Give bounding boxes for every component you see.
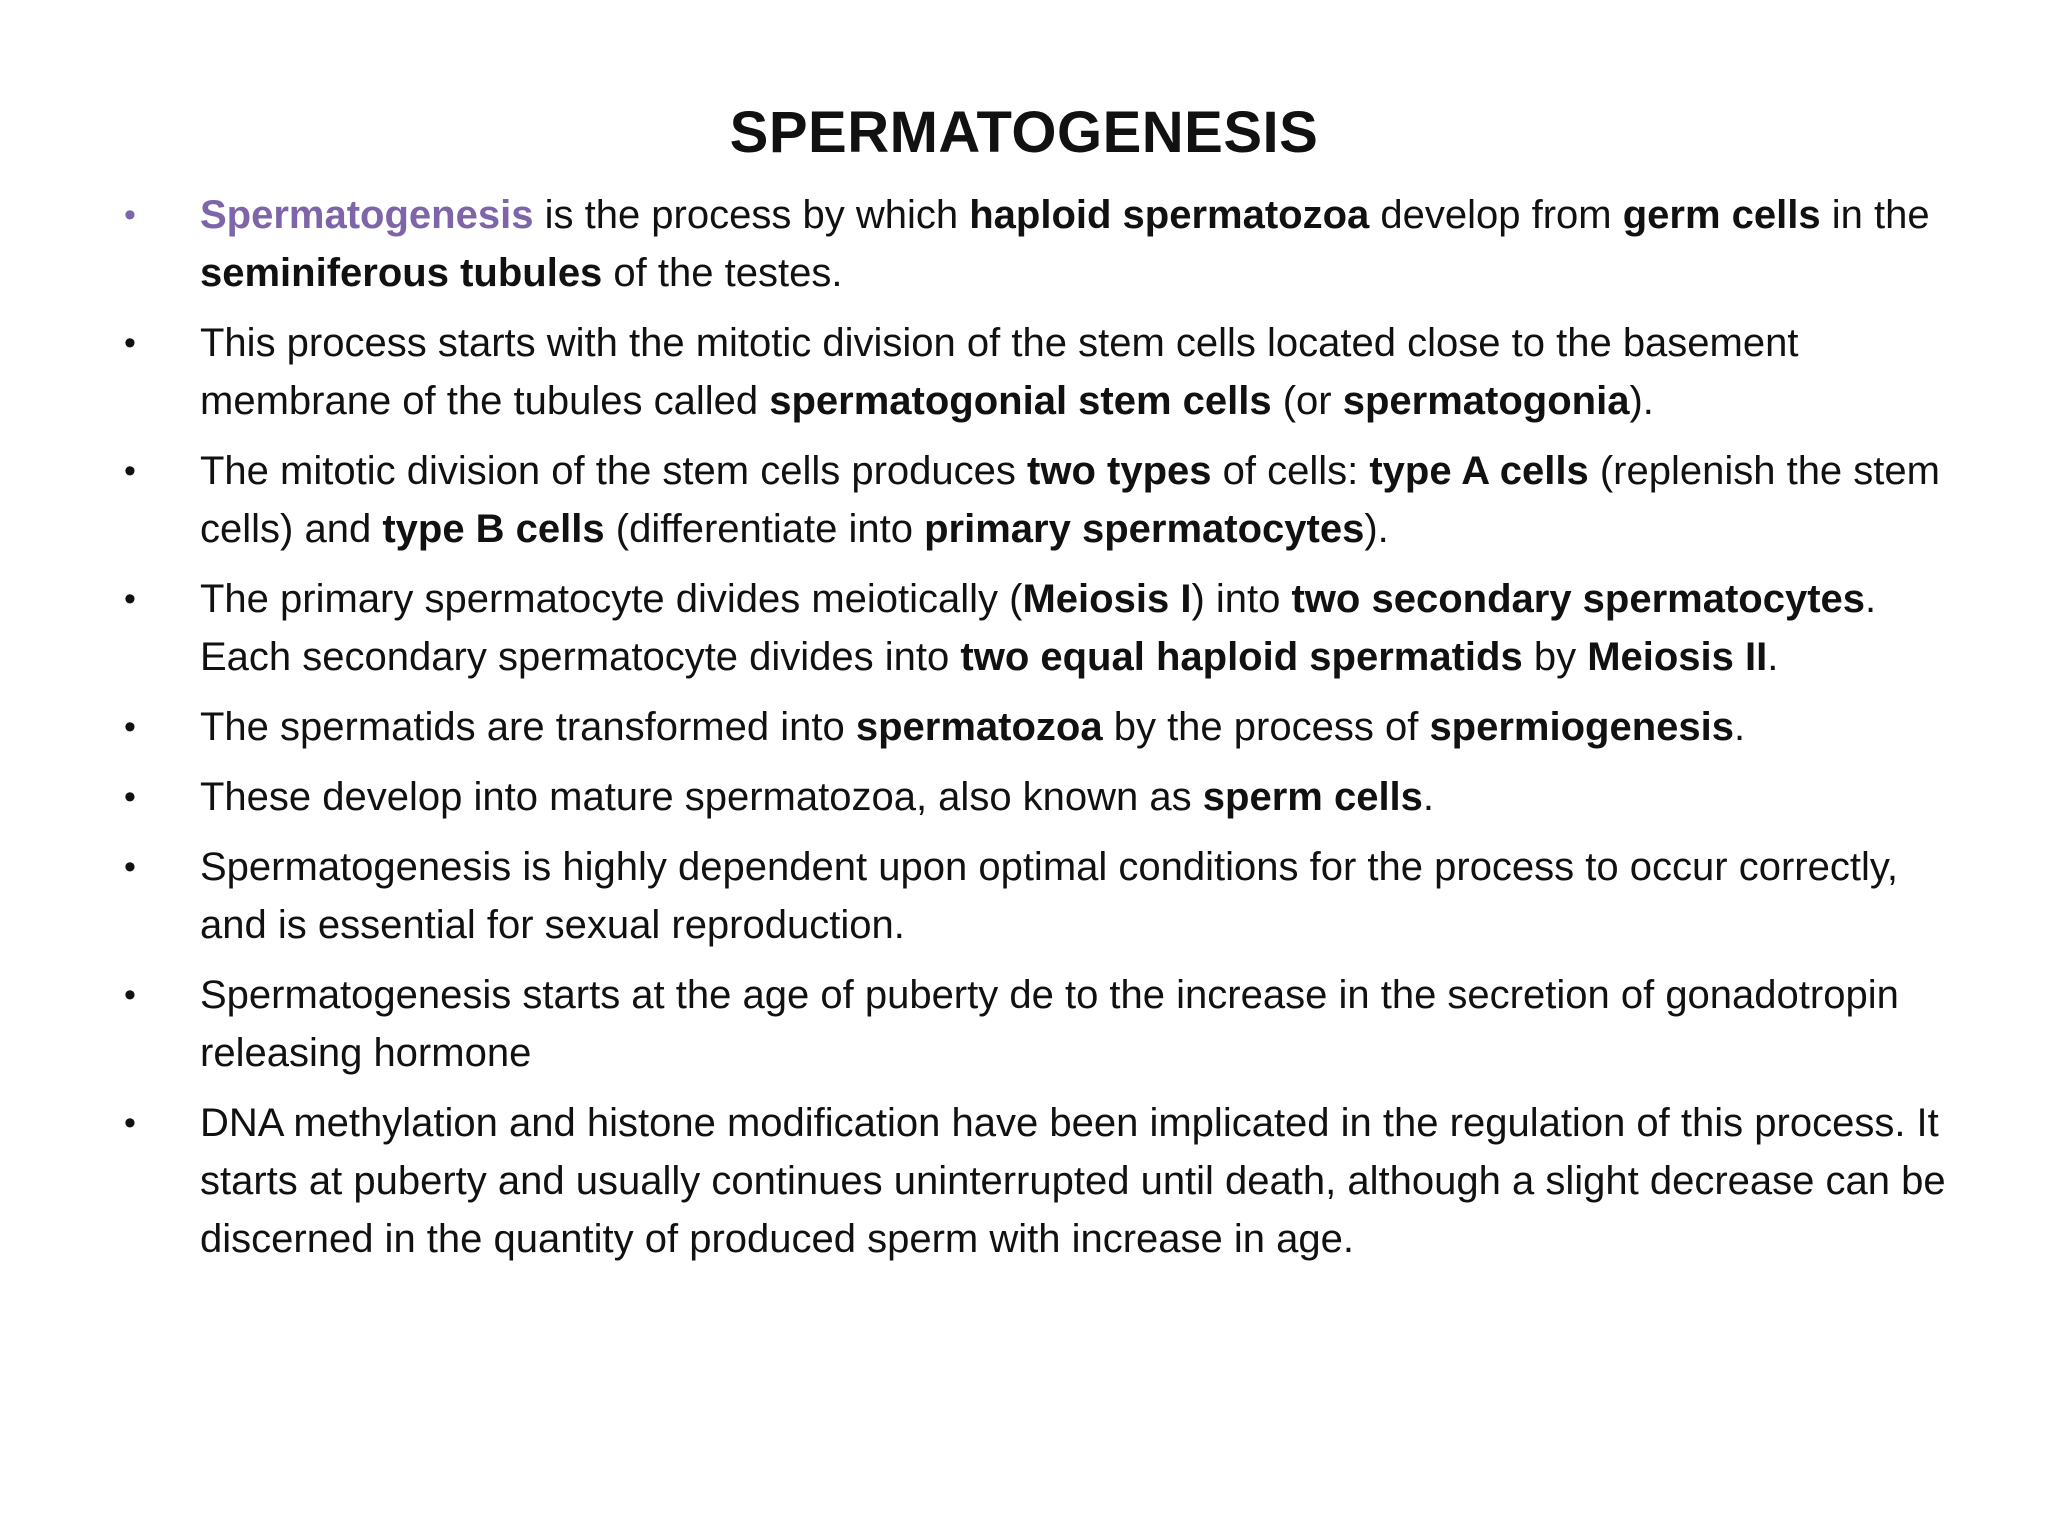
bullet-dot-icon: • [124,196,136,234]
bullet-1-segment-4: develop from [1369,193,1623,237]
bullet-4-segment-3: ) into [1191,577,1292,621]
bullet-3-segment-4: type A cells [1369,449,1589,493]
bullet-2-segment-5: ). [1629,379,1654,423]
bullet-5-segment-4: spermiogenesis [1429,705,1735,749]
bullet-item-9 [120,1094,1950,1268]
bullet-item-5 [120,698,1950,756]
bullet-3-segment-8: primary spermatocytes [924,507,1365,551]
bullet-7-segment-1: Spermatogenesis is highly dependent upon optimal conditions for the process to occur correctly, and is essential for sexual reproduction. [200,845,1898,947]
bullet-item-1 [120,186,1950,302]
bullet-1-segment-2: is the process by which [533,193,970,237]
bullet-6-segment-3: . [1422,775,1435,819]
bullet-4-segment-4: two secondary spermatocytes [1291,577,1866,621]
bullet-item-2 [120,314,1950,430]
bullet-6-segment-1: These develop into mature spermatozoa, also known as [200,775,1203,819]
bullet-item-3 [120,442,1950,558]
bullet-item-4 [120,570,1950,686]
bullet-4-segment-2: Meiosis I [1022,577,1192,621]
bullet-2-segment-3: (or [1271,379,1343,423]
bullet-dot-icon: • [124,452,136,490]
bullet-5-segment-2: spermatozoa [855,705,1103,749]
bullet-3-segment-5: (replenish the stem cells) and [200,449,1940,551]
bullet-3-segment-9: ). [1364,507,1389,551]
bullet-1-segment-7: seminiferous tubules [200,251,603,295]
bullet-5-segment-1: The spermatids are transformed into [200,705,856,749]
bullet-5-segment-3: by the process of [1102,705,1430,749]
bullet-dot-icon: • [124,324,136,362]
bullet-1-segment-3: haploid spermatozoa [969,193,1370,237]
bullet-item-6 [120,768,1950,826]
bullet-2-segment-4: spermatogonia [1342,379,1630,423]
bullet-1-segment-6: in the [1820,193,1930,237]
bullet-dot-icon: • [124,976,136,1014]
bullet-list [120,186,1950,1280]
bullet-dot-icon: • [124,778,136,816]
bullet-3-segment-2: two types [1027,449,1212,493]
bullet-item-8 [120,966,1950,1082]
bullet-1-segment-8: of the testes. [602,251,843,295]
bullet-4-segment-1: The primary spermatocyte divides meiotically ( [200,577,1023,621]
bullet-dot-icon: • [124,1104,136,1142]
bullet-6-segment-2: sperm cells [1202,775,1423,819]
bullet-5-segment-5: . [1734,705,1746,749]
bullet-dot-icon: • [124,708,136,746]
bullet-4-segment-8: Meiosis II [1587,635,1768,679]
bullet-9-segment-1: DNA methylation and histone modification have been implicated in the regulation of this process. It starts at puberty and usually continues uninterrupted until death, although a slight decrease can be discerned in the quantity of produced sperm with increase in age. [200,1101,1946,1261]
bullet-dot-icon: • [124,848,136,886]
bullet-3-segment-6: type B cells [382,507,605,551]
bullet-3-segment-7: (differentiate into [604,507,925,551]
bullet-4-segment-7: by [1522,635,1588,679]
bullet-2-segment-1: This process starts with the mitotic division of the stem cells located close to the basement membrane of the tubules called [200,321,1799,423]
bullet-1-segment-5: germ cells [1622,193,1821,237]
bullet-4-segment-9: . [1767,635,1779,679]
bullet-item-7 [120,838,1950,954]
slide-title: SPERMATOGENESIS [729,100,1319,165]
bullet-8-segment-1: Spermatogenesis starts at the age of puberty de to the increase in the secretion of gonadotropin releasing hormone [200,973,1899,1075]
bullet-3-segment-3: of cells: [1211,449,1370,493]
bullet-3-segment-1: The mitotic division of the stem cells produces [200,449,1028,493]
bullet-dot-icon: • [124,580,136,618]
bullet-4-segment-5: . Each secondary spermatocyte divides into [200,577,1877,679]
bullet-4-segment-6: two equal haploid spermatids [960,635,1523,679]
bullet-2-segment-2: spermatogonial stem cells [769,379,1272,423]
bullet-1-segment-1: Spermatogenesis [200,193,534,237]
